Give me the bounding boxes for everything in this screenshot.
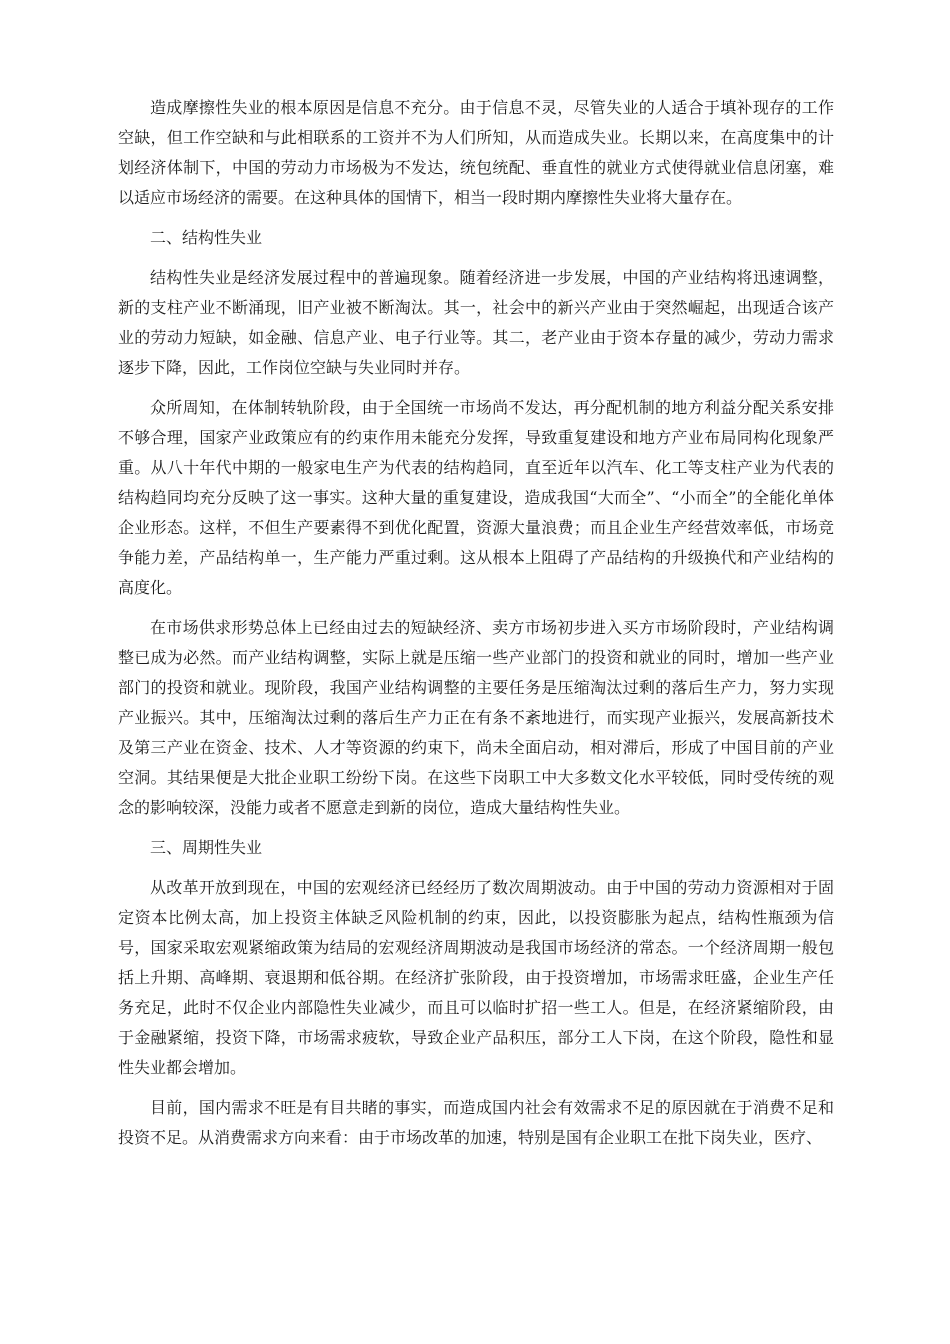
paragraph-structural-intro: 结构性失业是经济发展过程中的普遍现象。随着经济进一步发展，中国的产业结构将迅速调整，新的支柱产业不断涌现，旧产业被不断淘汰。其一，社会中的新兴产业由于突然崛起，出现适合该产业的劳动力短缺，如金融、信息产业、电子行业等。其二，老产业由于资本存量的减少，劳动力需求逐步下降，因此，工作岗位空缺与失业同时并存。: [118, 268, 834, 377]
paragraph-duplicate-construction: 众所周知，在体制转轨阶段，由于全国统一市场尚不发达，再分配机制的地方利益分配关系安排不够合理，国家产业政策应有的约束作用未能充分发挥，导致重复建设和地方产业布局同构化现象严重。从八十年代中期的一般家电生产为代表的结构趋同，直至近年以汽车、化工等支柱产业为代表的结构趋同均充分反映了这一事实。这种大量的重复建设，造成我国“大而全”、“小而全”的全能化单体企业形态。这样，不但生产要素得不到优化配置，资源大量浪费；而且企业生产经营效率低，市场竞争能力差，产品结构单一，生产能力严重过剩。这从根本上阻碍了产品结构的升级换代和产业结构的高度化。: [118, 398, 834, 597]
paragraph-economic-cycles: 从改革开放到现在，中国的宏观经济已经经历了数次周期波动。由于中国的劳动力资源相对于固定资本比例太高，加上投资主体缺乏风险机制的约束，因此，以投资膨胀为起点，结构性瓶颈为信号，国家采取宏观紧缩政策为结局的宏观经济周期波动是我国市场经济的常态。一个经济周期一般包括上升期、高峰期、衰退期和低谷期。在经济扩张阶段，由于投资增加，市场需求旺盛，企业生产任务充足，此时不仅企业内部隐性失业减少，而且可以临时扩招一些工人。但是，在经济紧缩阶段，由于金融紧缩，投资下降，市场需求疲软，导致企业产品积压，部分工人下岗，在这个阶段，隐性和显性失业都会增加。: [118, 878, 834, 1077]
section-heading-cyclical-unemployment: 三、周期性失业: [150, 838, 263, 857]
paragraph-industrial-restructuring: 在市场供求形势总体上已经由过去的短缺经济、卖方市场初步进入买方市场阶段时，产业结构调整已成为必然。而产业结构调整，实际上就是压缩一些产业部门的投资和就业的同时，增加一些产业部门的投资和就业。现阶段，我国产业结构调整的主要任务是压缩淘汰过剩的落后生产力，努力实现产业振兴。其中，压缩淘汰过剩的落后生产力正在有条不紊地进行，而实现产业振兴，发展高新技术及第三产业在资金、技术、人才等资源的约束下，尚未全面启动，相对滞后，形成了中国目前的产业空洞。其结果便是大批企业职工纷纷下岗。在这些下岗职工中大多数文化水平较低，同时受传统的观念的影响较深，没能力或者不愿意走到新的岗位，造成大量结构性失业。: [118, 618, 834, 817]
paragraph-insufficient-demand: 目前，国内需求不旺是有目共睹的事实，而造成国内社会有效需求不足的原因就在于消费不足和投资不足。从消费需求方向来看：由于市场改革的加速，特别是国有企业职工在批下岗失业，医疗、: [118, 1098, 834, 1147]
section-heading-structural-unemployment: 二、结构性失业: [150, 228, 263, 247]
paragraph-frictional-cause: 造成摩擦性失业的根本原因是信息不充分。由于信息不灵，尽管失业的人适合于填补现存的工作空缺，但工作空缺和与此相联系的工资并不为人们所知，从而造成失业。长期以来，在高度集中的计划经济体制下，中国的劳动力市场极为不发达，统包统配、垂直性的就业方式使得就业信息闭塞，难以适应市场经济的需要。在这种具体的国情下，相当一段时期内摩擦性失业将大量存在。: [118, 98, 834, 207]
document-body: [118, 93, 834, 1163]
